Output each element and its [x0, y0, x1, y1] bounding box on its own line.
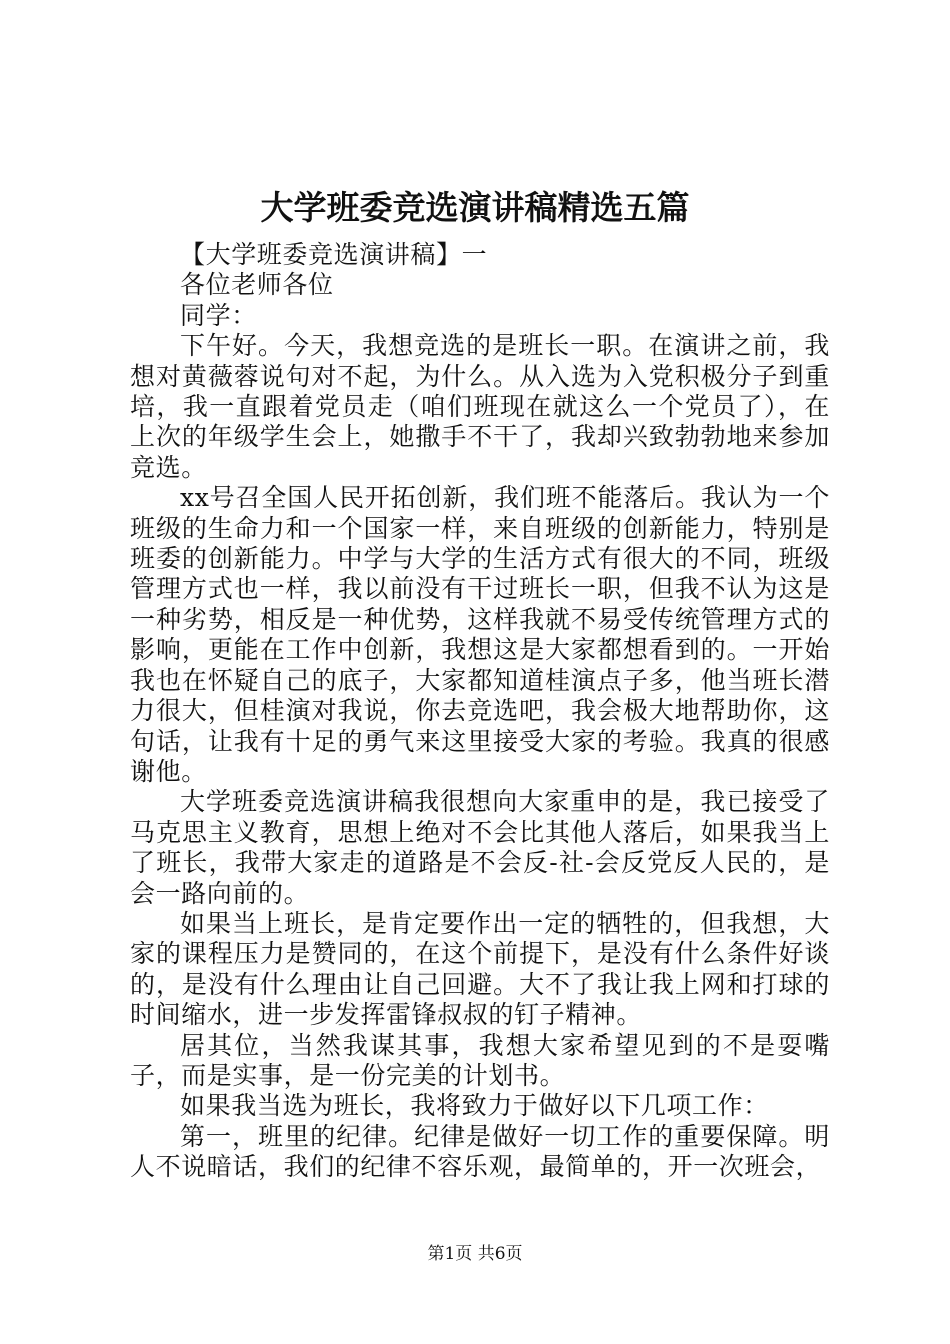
paragraph: 如果我当选为班长，我将致力于做好以下几项工作：: [180, 1091, 769, 1121]
paragraph-salutation-1: 各位老师各位: [180, 270, 334, 300]
paragraph-salutation-2: 同学：: [180, 300, 257, 330]
paragraph: 下午好。今天，我想竞选的是班长一职。在演讲之前，我想对黄薇蓉说句对不起，为什么。从入选为入党积极分子到重培，我一直跟着党员走（咱们班现在就这么一个党员了），在上次的年级学生会上，她撒手不干了，我却兴致勃勃地来参加竞选。: [130, 331, 830, 482]
paragraph: 大学班委竞选演讲稿我很想向大家重申的是，我已接受了马克思主义教育，思想上绝对不会比其他人落后，如果我当上了班长，我带大家走的道路是不会反-社-会反党反人民的，是会一路向前的。: [130, 787, 830, 908]
document-title: 大学班委竞选演讲稿精选五篇: [260, 188, 690, 227]
paragraph: 如果当上班长，是肯定要作出一定的牺牲的，但我想，大家的课程压力是赞同的，在这个前提下，是没有什么条件好谈的，是没有什么理由让自己回避。大不了我让我上网和打球的时间缩水，进一步发挥雷锋叔叔的钉子精神。: [130, 908, 830, 1030]
page-footer: 第1页 共6页: [427, 1244, 523, 1264]
paragraph: xx号召全国人民开拓创新，我们班不能落后。我认为一个班级的生命力和一个国家一样，来自班级的创新能力，特别是班委的创新能力。中学与大学的生活方式有很大的不同，班级管理方式也一样，我以前没有干过班长一职，但我不认为这是一种劣势，相反是一种优势，这样我就不易受传统管理方式的影响，更能在工作中创新，我想这是大家都想看到的。一开始我也在怀疑自己的底子，大家都知道桂演点子多，他当班长潜力很大，但桂演对我说，你去竞选吧，我会极大地帮助你，这句话，让我有十足的勇气来这里接受大家的考验。我真的很感谢他。: [130, 483, 830, 786]
document-body: [130, 240, 830, 1183]
paragraph-section-heading: 【大学班委竞选演讲稿】一: [180, 240, 488, 269]
paragraph: 居其位，当然我谋其事，我想大家希望见到的不是耍嘴子，而是实事，是一份完美的计划书。: [130, 1030, 830, 1090]
paragraph: 第一，班里的纪律。纪律是做好一切工作的重要保障。明人不说暗话，我们的纪律不容乐观，最简单的，开一次班会，: [130, 1121, 830, 1182]
